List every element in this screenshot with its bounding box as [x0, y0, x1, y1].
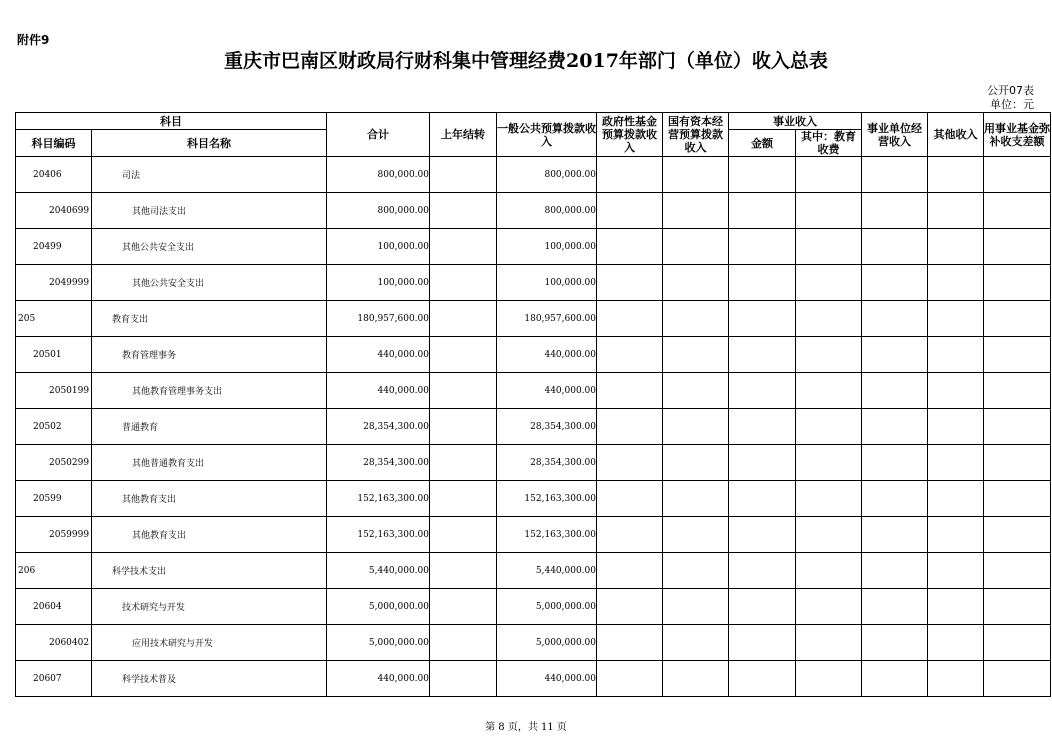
cell-business-amount — [729, 193, 796, 229]
cell-fund-supplement — [984, 517, 1051, 553]
cell-general-budget: 5,000,000.00 — [497, 589, 597, 625]
cell-prev-year-carryover — [430, 193, 497, 229]
cell-gov-fund — [597, 373, 663, 409]
header-gov-fund: 政府性基金预算拨款收入 — [597, 113, 663, 157]
cell-subject-code: 20406 — [16, 157, 92, 193]
cell-education-fee — [796, 517, 862, 553]
cell-general-budget: 28,354,300.00 — [497, 409, 597, 445]
cell-general-budget: 440,000.00 — [497, 661, 597, 697]
cell-fund-supplement — [984, 625, 1051, 661]
table-row — [16, 301, 1051, 337]
cell-total: 100,000.00 — [327, 265, 430, 301]
cell-gov-fund — [597, 589, 663, 625]
cell-gov-fund — [597, 517, 663, 553]
cell-state-capital — [663, 229, 729, 265]
cell-education-fee — [796, 589, 862, 625]
table-row — [16, 553, 1051, 589]
cell-other-income — [928, 409, 984, 445]
cell-fund-supplement — [984, 481, 1051, 517]
cell-other-income — [928, 193, 984, 229]
cell-other-income — [928, 661, 984, 697]
cell-gov-fund — [597, 661, 663, 697]
cell-fund-supplement — [984, 661, 1051, 697]
cell-other-income — [928, 157, 984, 193]
cell-total: 440,000.00 — [327, 373, 430, 409]
cell-state-capital — [663, 157, 729, 193]
income-table — [15, 112, 1051, 697]
cell-total: 28,354,300.00 — [327, 445, 430, 481]
table-row — [16, 157, 1051, 193]
cell-business-amount — [729, 409, 796, 445]
cell-total: 800,000.00 — [327, 157, 430, 193]
cell-education-fee — [796, 553, 862, 589]
table-row — [16, 589, 1051, 625]
cell-education-fee — [796, 229, 862, 265]
cell-gov-fund — [597, 157, 663, 193]
cell-other-income — [928, 517, 984, 553]
table-row — [16, 445, 1051, 481]
table-row — [16, 229, 1051, 265]
cell-subject-code: 2040699 — [16, 193, 92, 229]
cell-subject-code: 2060402 — [16, 625, 92, 661]
cell-business-amount — [729, 157, 796, 193]
cell-general-budget: 800,000.00 — [497, 193, 597, 229]
cell-other-income — [928, 445, 984, 481]
cell-subject-name: 其他公共安全支出 — [92, 265, 327, 301]
cell-prev-year-carryover — [430, 553, 497, 589]
unit-label: 单位：元 — [990, 98, 1034, 111]
cell-fund-supplement — [984, 229, 1051, 265]
cell-state-capital — [663, 337, 729, 373]
cell-total: 5,440,000.00 — [327, 553, 430, 589]
table-row — [16, 409, 1051, 445]
table-row — [16, 265, 1051, 301]
cell-general-budget: 100,000.00 — [497, 229, 597, 265]
cell-business-unit-income — [862, 373, 928, 409]
cell-gov-fund — [597, 445, 663, 481]
cell-general-budget: 5,440,000.00 — [497, 553, 597, 589]
cell-fund-supplement — [984, 265, 1051, 301]
cell-total: 180,957,600.00 — [327, 301, 430, 337]
cell-business-unit-income — [862, 229, 928, 265]
table-row — [16, 337, 1051, 373]
cell-gov-fund — [597, 193, 663, 229]
cell-other-income — [928, 373, 984, 409]
header-business-income: 事业收入 — [729, 113, 862, 130]
cell-prev-year-carryover — [430, 157, 497, 193]
cell-subject-code: 20604 — [16, 589, 92, 625]
cell-subject-name: 普通教育 — [92, 409, 327, 445]
cell-business-amount — [729, 661, 796, 697]
cell-gov-fund — [597, 481, 663, 517]
cell-state-capital — [663, 193, 729, 229]
cell-general-budget: 100,000.00 — [497, 265, 597, 301]
cell-general-budget: 440,000.00 — [497, 373, 597, 409]
cell-subject-name: 技术研究与开发 — [92, 589, 327, 625]
table-row — [16, 373, 1051, 409]
cell-subject-name: 科学技术普及 — [92, 661, 327, 697]
header-state-capital: 国有资本经营预算拨款收入 — [663, 113, 729, 157]
attachment-label: 附件9 — [17, 33, 50, 47]
cell-subject-name: 教育管理事务 — [92, 337, 327, 373]
cell-business-unit-income — [862, 625, 928, 661]
cell-business-unit-income — [862, 553, 928, 589]
cell-education-fee — [796, 445, 862, 481]
cell-subject-name: 教育支出 — [92, 301, 327, 337]
cell-prev-year-carryover — [430, 445, 497, 481]
header-subject: 科目 — [16, 113, 327, 130]
cell-subject-name: 其他教育管理事务支出 — [92, 373, 327, 409]
cell-business-unit-income — [862, 409, 928, 445]
cell-fund-supplement — [984, 373, 1051, 409]
cell-education-fee — [796, 409, 862, 445]
header-subject-code: 科目编码 — [16, 130, 92, 157]
cell-gov-fund — [597, 265, 663, 301]
cell-state-capital — [663, 517, 729, 553]
table-row — [16, 193, 1051, 229]
cell-prev-year-carryover — [430, 265, 497, 301]
cell-fund-supplement — [984, 157, 1051, 193]
cell-prev-year-carryover — [430, 661, 497, 697]
cell-state-capital — [663, 481, 729, 517]
header-business-unit-income: 事业单位经营收入 — [862, 113, 928, 157]
cell-general-budget: 440,000.00 — [497, 337, 597, 373]
cell-business-unit-income — [862, 157, 928, 193]
cell-subject-code: 20599 — [16, 481, 92, 517]
cell-business-unit-income — [862, 265, 928, 301]
header-fund-supplement: 用事业基金弥补收支差额 — [984, 113, 1051, 157]
cell-total: 440,000.00 — [327, 661, 430, 697]
cell-education-fee — [796, 661, 862, 697]
cell-education-fee — [796, 337, 862, 373]
cell-prev-year-carryover — [430, 229, 497, 265]
cell-prev-year-carryover — [430, 373, 497, 409]
cell-prev-year-carryover — [430, 589, 497, 625]
cell-business-unit-income — [862, 337, 928, 373]
cell-subject-code: 20502 — [16, 409, 92, 445]
cell-state-capital — [663, 625, 729, 661]
cell-prev-year-carryover — [430, 337, 497, 373]
cell-subject-code: 20607 — [16, 661, 92, 697]
cell-business-unit-income — [862, 481, 928, 517]
cell-prev-year-carryover — [430, 481, 497, 517]
cell-business-unit-income — [862, 517, 928, 553]
cell-business-amount — [729, 481, 796, 517]
cell-subject-name: 其他司法支出 — [92, 193, 327, 229]
cell-other-income — [928, 625, 984, 661]
cell-gov-fund — [597, 625, 663, 661]
cell-gov-fund — [597, 337, 663, 373]
table-row — [16, 625, 1051, 661]
cell-state-capital — [663, 301, 729, 337]
cell-fund-supplement — [984, 589, 1051, 625]
cell-education-fee — [796, 625, 862, 661]
cell-business-amount — [729, 553, 796, 589]
cell-subject-code: 2050299 — [16, 445, 92, 481]
cell-subject-name: 其他普通教育支出 — [92, 445, 327, 481]
cell-business-amount — [729, 265, 796, 301]
cell-prev-year-carryover — [430, 301, 497, 337]
cell-business-unit-income — [862, 193, 928, 229]
table-row — [16, 517, 1051, 553]
cell-state-capital — [663, 265, 729, 301]
cell-state-capital — [663, 589, 729, 625]
cell-subject-code: 206 — [16, 553, 92, 589]
cell-business-unit-income — [862, 301, 928, 337]
cell-education-fee — [796, 193, 862, 229]
header-amount: 金额 — [729, 130, 796, 157]
header-total: 合计 — [327, 113, 430, 157]
cell-gov-fund — [597, 553, 663, 589]
cell-business-amount — [729, 373, 796, 409]
cell-general-budget: 152,163,300.00 — [497, 517, 597, 553]
form-code: 公开07表 — [987, 84, 1034, 97]
cell-other-income — [928, 337, 984, 373]
cell-business-unit-income — [862, 589, 928, 625]
cell-education-fee — [796, 481, 862, 517]
cell-state-capital — [663, 661, 729, 697]
cell-gov-fund — [597, 409, 663, 445]
cell-general-budget: 800,000.00 — [497, 157, 597, 193]
cell-subject-name: 应用技术研究与开发 — [92, 625, 327, 661]
cell-subject-name: 其他教育支出 — [92, 517, 327, 553]
cell-education-fee — [796, 265, 862, 301]
cell-fund-supplement — [984, 409, 1051, 445]
cell-subject-code: 20499 — [16, 229, 92, 265]
cell-total: 800,000.00 — [327, 193, 430, 229]
cell-total: 440,000.00 — [327, 337, 430, 373]
cell-subject-name: 科学技术支出 — [92, 553, 327, 589]
cell-other-income — [928, 265, 984, 301]
cell-state-capital — [663, 373, 729, 409]
header-prev-year-carryover: 上年结转 — [430, 113, 497, 157]
table-row — [16, 481, 1051, 517]
cell-general-budget: 28,354,300.00 — [497, 445, 597, 481]
cell-business-amount — [729, 337, 796, 373]
cell-fund-supplement — [984, 553, 1051, 589]
cell-total: 5,000,000.00 — [327, 589, 430, 625]
cell-other-income — [928, 301, 984, 337]
cell-prev-year-carryover — [430, 625, 497, 661]
table-body — [16, 157, 1051, 697]
cell-education-fee — [796, 373, 862, 409]
cell-general-budget: 180,957,600.00 — [497, 301, 597, 337]
cell-subject-name: 其他教育支出 — [92, 481, 327, 517]
cell-other-income — [928, 553, 984, 589]
cell-total: 152,163,300.00 — [327, 517, 430, 553]
cell-total: 5,000,000.00 — [327, 625, 430, 661]
cell-business-unit-income — [862, 661, 928, 697]
cell-state-capital — [663, 553, 729, 589]
cell-gov-fund — [597, 301, 663, 337]
header-subject-name: 科目名称 — [92, 130, 327, 157]
cell-subject-name: 司法 — [92, 157, 327, 193]
cell-fund-supplement — [984, 337, 1051, 373]
cell-prev-year-carryover — [430, 409, 497, 445]
cell-education-fee — [796, 301, 862, 337]
cell-other-income — [928, 229, 984, 265]
header-other-income: 其他收入 — [928, 113, 984, 157]
cell-total: 152,163,300.00 — [327, 481, 430, 517]
header-general-budget: 一般公共预算拨款收入 — [497, 113, 597, 157]
cell-subject-code: 205 — [16, 301, 92, 337]
cell-total: 28,354,300.00 — [327, 409, 430, 445]
cell-subject-code: 2050199 — [16, 373, 92, 409]
cell-business-unit-income — [862, 445, 928, 481]
cell-subject-name: 其他公共安全支出 — [92, 229, 327, 265]
page-footer: 第 8 页，共 11 页 — [485, 722, 567, 733]
cell-general-budget: 5,000,000.00 — [497, 625, 597, 661]
cell-fund-supplement — [984, 445, 1051, 481]
cell-business-amount — [729, 625, 796, 661]
cell-other-income — [928, 589, 984, 625]
cell-prev-year-carryover — [430, 517, 497, 553]
cell-education-fee — [796, 157, 862, 193]
cell-total: 100,000.00 — [327, 229, 430, 265]
cell-state-capital — [663, 445, 729, 481]
cell-fund-supplement — [984, 301, 1051, 337]
cell-subject-code: 2059999 — [16, 517, 92, 553]
cell-business-amount — [729, 589, 796, 625]
cell-gov-fund — [597, 229, 663, 265]
cell-other-income — [928, 481, 984, 517]
header-of-which-education: 其中：教育收费 — [796, 130, 862, 157]
cell-fund-supplement — [984, 193, 1051, 229]
cell-general-budget: 152,163,300.00 — [497, 481, 597, 517]
cell-subject-code: 2049999 — [16, 265, 92, 301]
cell-subject-code: 20501 — [16, 337, 92, 373]
cell-business-amount — [729, 517, 796, 553]
cell-state-capital — [663, 409, 729, 445]
page-title: 重庆市巴南区财政局行财科集中管理经费2017年部门（单位）收入总表 — [224, 50, 828, 72]
cell-business-amount — [729, 229, 796, 265]
cell-business-amount — [729, 301, 796, 337]
cell-business-amount — [729, 445, 796, 481]
table-row — [16, 661, 1051, 697]
